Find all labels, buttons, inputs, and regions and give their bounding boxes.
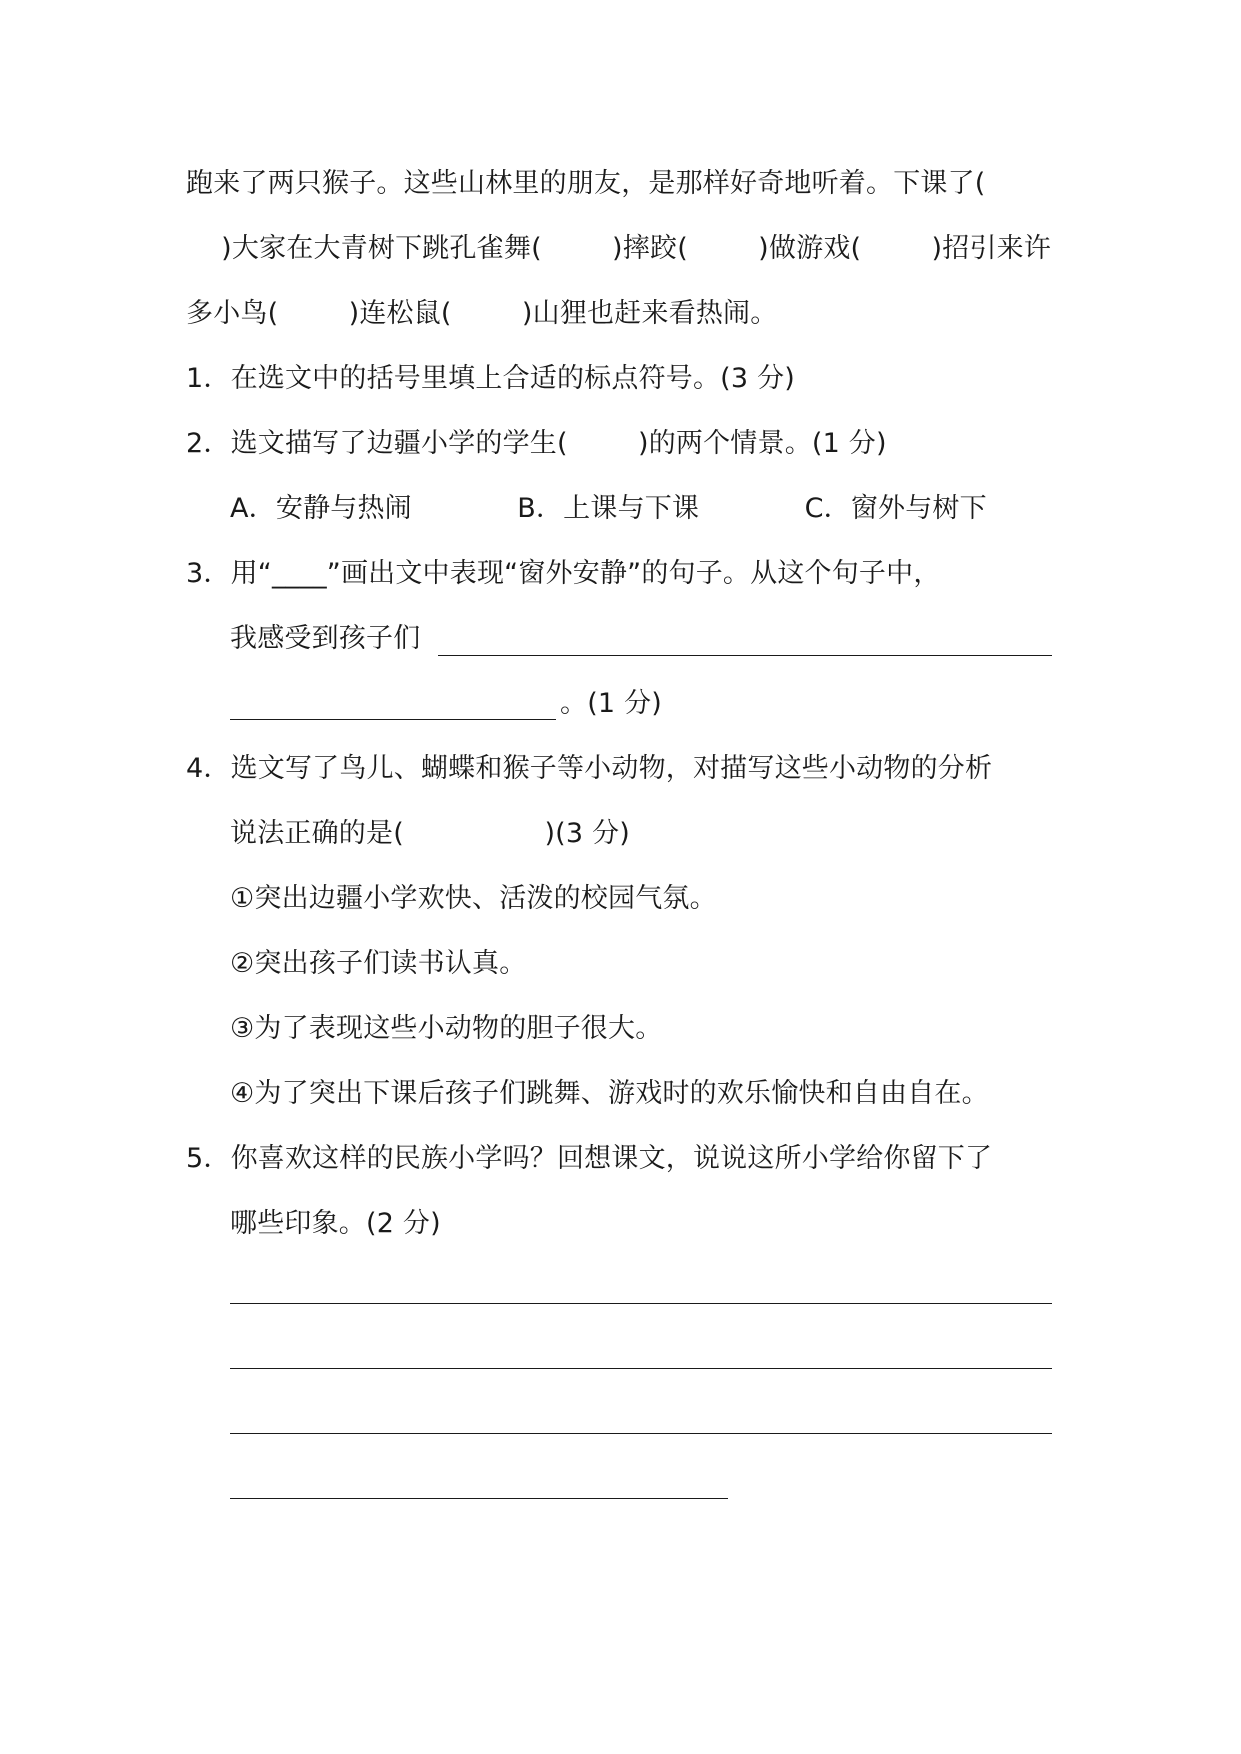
question-4-option-4: ④为了突出下课后孩子们跳舞、游戏时的欢乐愉快和自由自在。 xyxy=(230,1078,989,1109)
question-5-answer-line-1[interactable] xyxy=(230,1303,1052,1304)
question-4-line-2: 说法正确的是( )(3 分) xyxy=(230,818,631,849)
passage-line-1: 跑来了两只猴子。这些山林里的朋友，是那样好奇地听着。下课了( xyxy=(186,168,986,199)
question-5-answer-line-3[interactable] xyxy=(230,1433,1052,1434)
question-3-answer-blank-2[interactable] xyxy=(230,719,556,720)
question-5-answer-line-4[interactable] xyxy=(230,1498,728,1499)
question-5-line-1: 5．你喜欢这样的民族小学吗？回想课文，说说这所小学给你留下了 xyxy=(186,1143,993,1174)
question-3-line-2: 我感受到孩子们 xyxy=(230,623,421,654)
question-4-option-3: ③为了表现这些小动物的胆子很大。 xyxy=(230,1013,663,1044)
question-4-line-1: 4．选文写了鸟儿、蝴蝶和猴子等小动物，对描写这些小动物的分析 xyxy=(186,753,993,784)
question-1: 1．在选文中的括号里填上合适的标点符号。(3 分) xyxy=(186,363,796,394)
question-5-answer-line-2[interactable] xyxy=(230,1368,1052,1369)
question-2-options: A．安静与热闹 B．上课与下课 C．窗外与树下 xyxy=(230,493,987,524)
question-5-line-2: 哪些印象。(2 分) xyxy=(230,1208,441,1239)
question-2: 2．选文描写了边疆小学的学生( )的两个情景。(1 分) xyxy=(186,428,887,459)
question-4-option-1: ①突出边疆小学欢快、活泼的校园气氛。 xyxy=(230,883,717,914)
passage-line-2: )大家在大青树下跳孔雀舞( )摔跤( )做游戏( )招引来许 xyxy=(186,233,1052,264)
question-3-line-3: 。(1 分) xyxy=(560,688,663,719)
question-3-line-1: 3．用“____”画出文中表现“窗外安静”的句子。从这个句子中， xyxy=(186,558,941,589)
passage-line-3: 多小鸟( )连松鼠( )山狸也赶来看热闹。 xyxy=(186,298,778,329)
question-4-option-2: ②突出孩子们读书认真。 xyxy=(230,948,527,979)
question-3-answer-blank-1[interactable] xyxy=(438,655,1052,656)
